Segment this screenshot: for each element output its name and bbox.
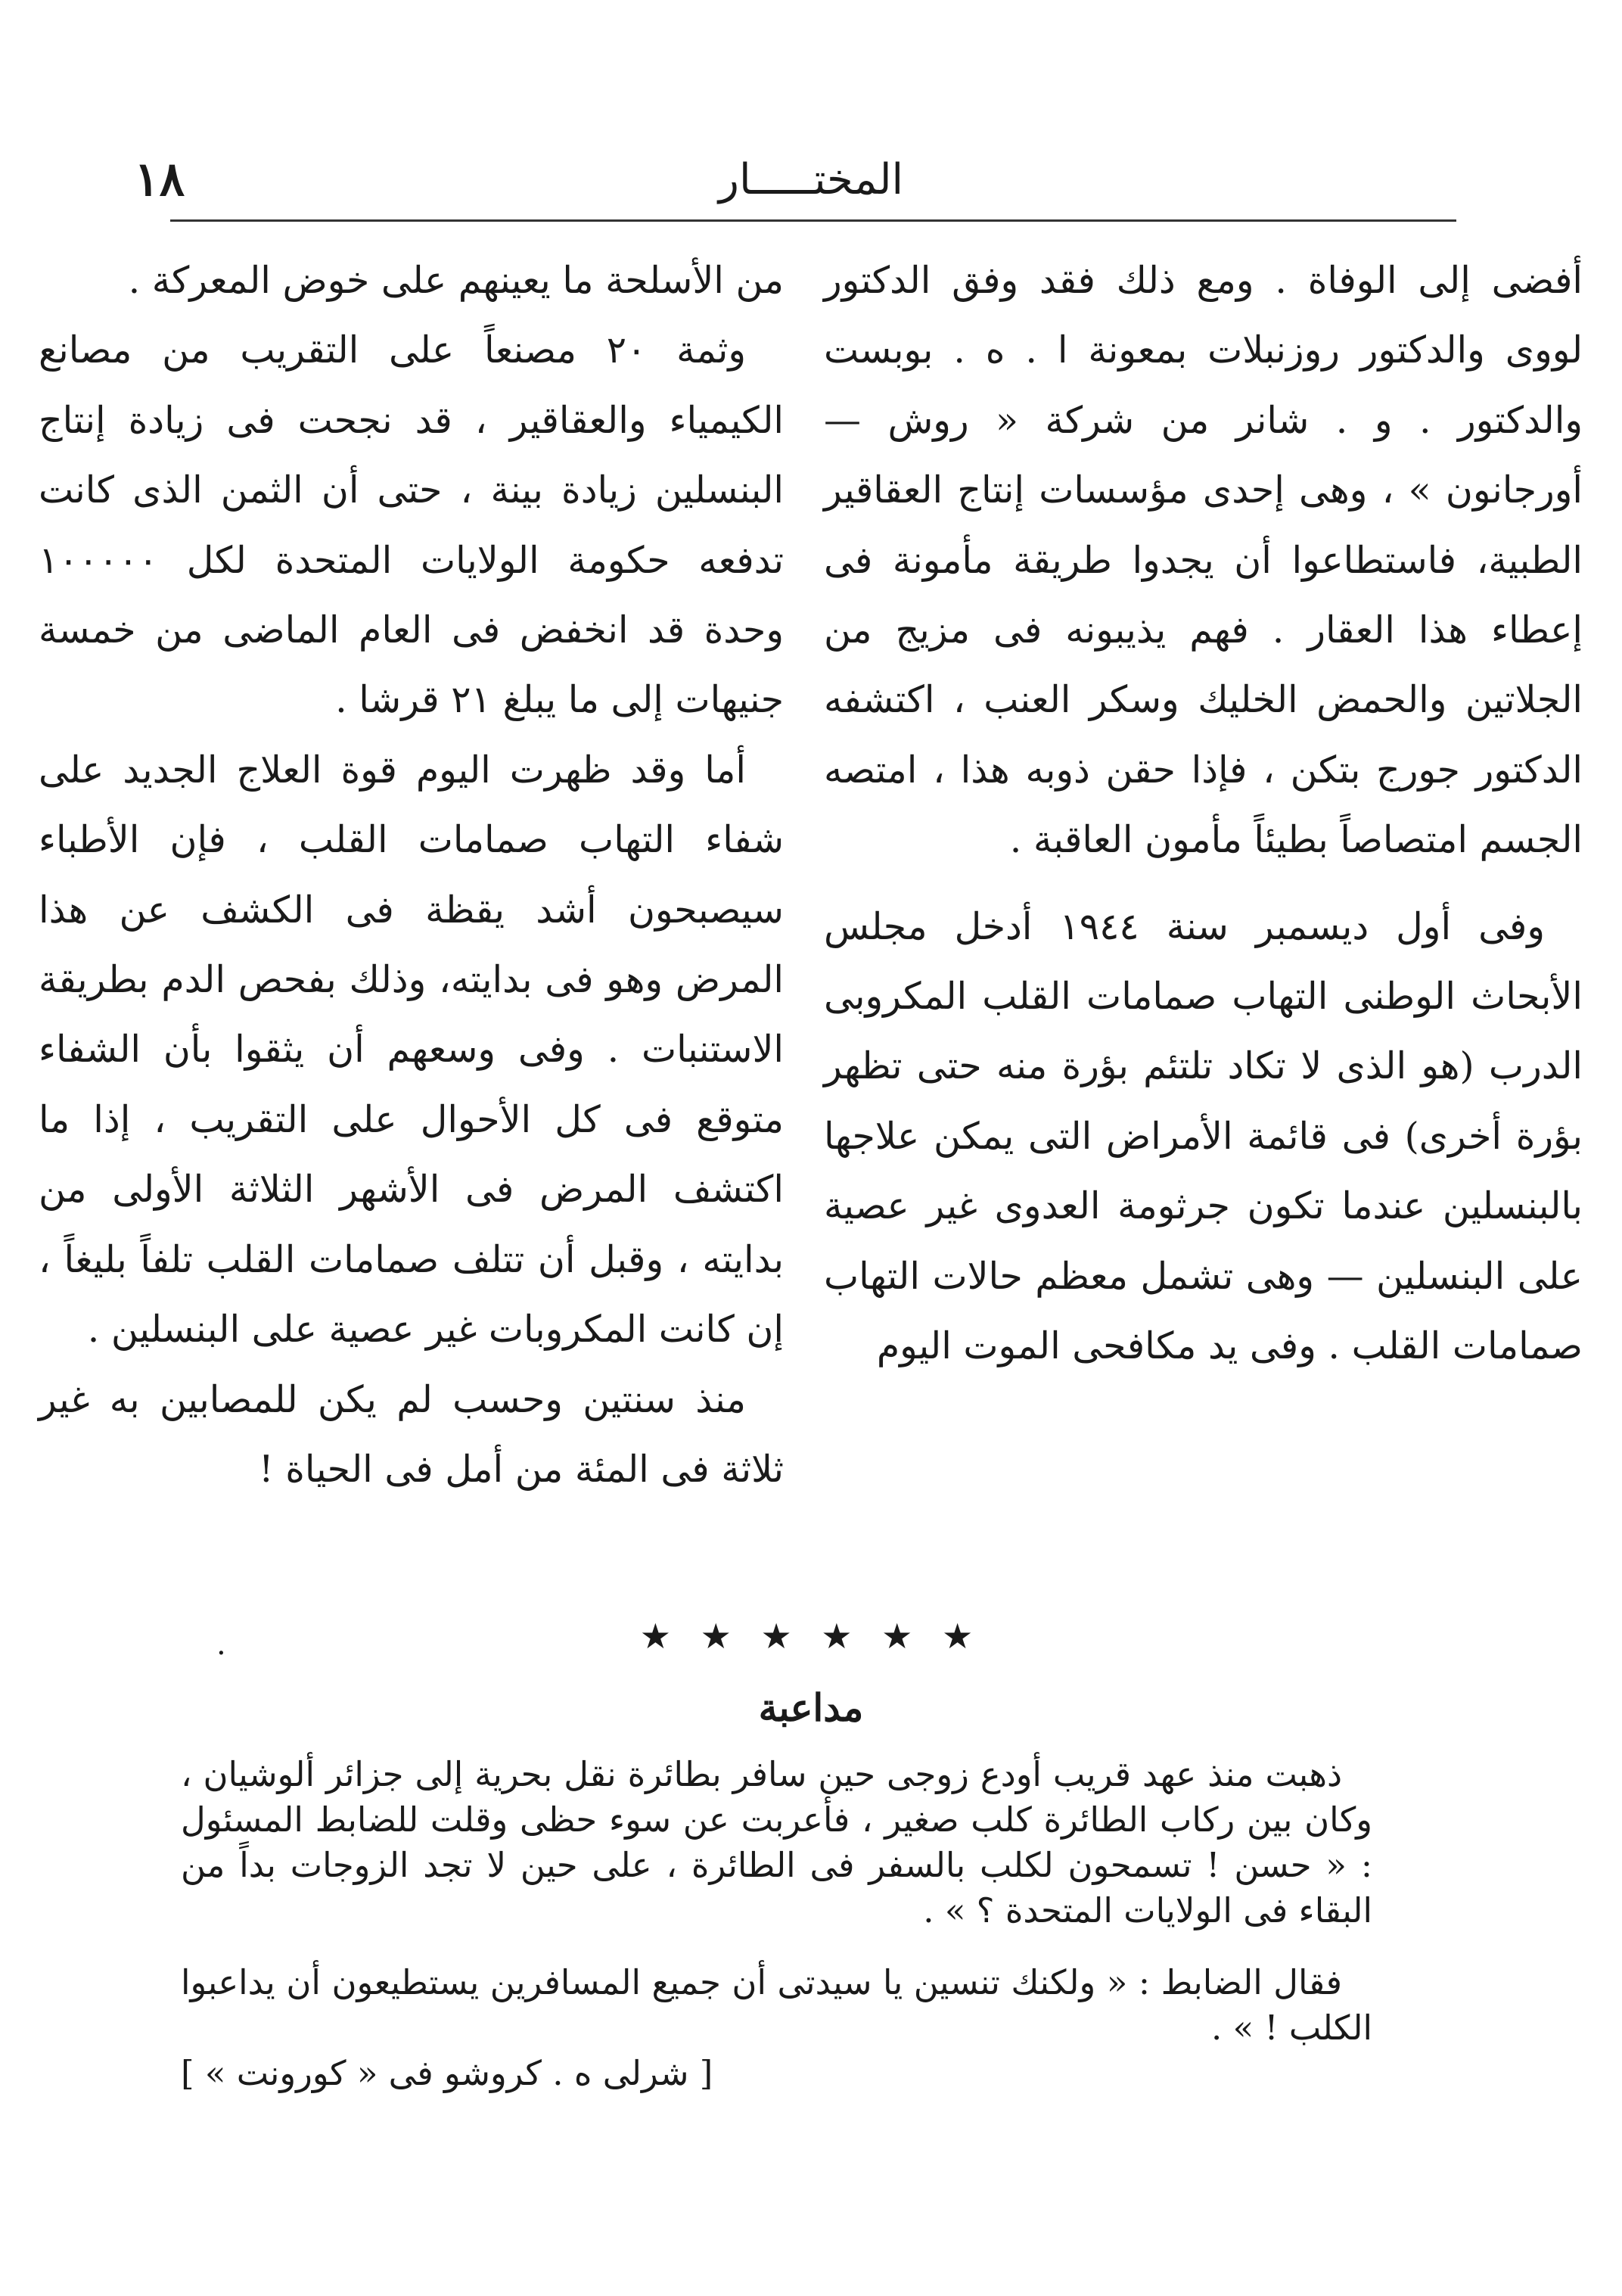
left-column [39,246,784,1504]
left-column-paragraph-3: أما وقد ظهرت اليوم قوة العلاج الجديد على شفاء التهاب صمامات القلب ، فإن الأطباء سيصبحون أشد يقظة فى الكشف عن هذا المرض وهو فى بدايته، وذلك بفحص الدم بطريقة الاستنبات . وفى وسعهم أن يثقوا بأن الشفاء متوقع فى كل الأحوال على التقريب ، إذا ما اكتشف المرض فى الأشهر الثلاثة الأولى من بدايته ، وقبل أن تتلف صمامات القلب تلفاً بليغاً ، إن كانت المكروبات غير عصية على البنسلين . [39,748,784,1352]
source-citation: [ شرلى ه . كروشو فى « كورونت » ] [181,2053,713,2093]
anecdote-title: مداعبة [758,1685,864,1730]
right-column [824,246,1583,1382]
anecdote-box [181,1752,1372,2096]
divider-dot: . [216,1627,226,1662]
header-rule [170,219,1456,222]
left-column-paragraph-4: منذ سنتين وحسب لم يكن للمصابين به غير ثلاثة فى المئة من أمل فى الحياة ! [39,1377,784,1491]
page-number: ١٨ [134,151,185,207]
right-column-paragraph-1: أفضى إلى الوفاة . ومع ذلك فقد وفق الدكتور لووى والدكتور روزنبلات بمعونة ا . ه . بوبست والدكتور . و . شانر من شركة « روش — أورجانون » ، وهى إحدى مؤسسات إنتاج العقاقير الطبية، فاستطاعوا أن يجدوا طريقة مأمونة فى إعطاء هذا العقار . فهم يذيبونه فى مزيج من الجلاتين والحمض الخليك وسكر العنب ، اكتشفه الدكتور جورج بتكن ، فإذا حقن ذوبه هذا ، امتصه الجسم امتصاصاً بطيئاً مأمون العاقبة . [824,259,1583,862]
left-column-paragraph-2: وثمة ٢٠ مصنعاً على التقريب من مصانع الكيمياء والعقاقير ، قد نجحت فى زيادة إنتاج البنسلين زيادة بينة ، حتى أن الثمن الذى كانت تدفعه حكومة الولايات المتحدة لكل ١٠٠٠٠٠ وحدة قد انخفض فى العام الماضى من خمسة جنيهات إلى ما يبلغ ٢١ قرشا . [39,328,784,722]
left-column-paragraph-1: من الأسلحة ما يعينهم على خوض المعركة . [128,259,784,302]
right-column-paragraph-2: وفى أول ديسمبر سنة ١٩٤٤ أدخل مجلس الأبحاث الوطنى التهاب صمامات القلب المكروبى الدرب (هو الذى لا تكاد تلتئم بؤرة منه حتى تظهر بؤرة أخرى) فى قائمة الأمراض التى يمكن علاجها بالبنسلين عندما تكون جرثومة العدوى غير عصية على البنسلين — وهى تشمل معظم حالات التهاب صمامات القلب . وفى يد مكافحى الموت اليوم [824,904,1583,1368]
anecdote-paragraph-1: ذهبت منذ عهد قريب أودع زوجى حين سافر بطائرة نقل بحرية إلى جزائر ألوشيان ، وكان بين ركاب الطائرة كلب صغير ، فأعربت عن سوء حظى وقلت للضابط المسئول : « حسن ! تسمحون لكلب بالسفر فى الطائرة ، على حين لا تجد الزوجات بداً من البقاء فى الولايات المتحدة ؟ » . [181,1754,1372,1930]
running-head: المختـــــار [718,155,904,204]
anecdote-paragraph-2-text: فقال الضابط : « ولكنك تنسين يا سيدتى أن جميع المسافرين يستطيعون أن يداعبوا الكلب ! » . [181,1962,1372,2048]
anecdote-paragraph-2 [181,1960,1372,2051]
source-row [181,2051,1372,2096]
stars-divider: ★ ★ ★ ★ ★ ★ [639,1616,983,1657]
